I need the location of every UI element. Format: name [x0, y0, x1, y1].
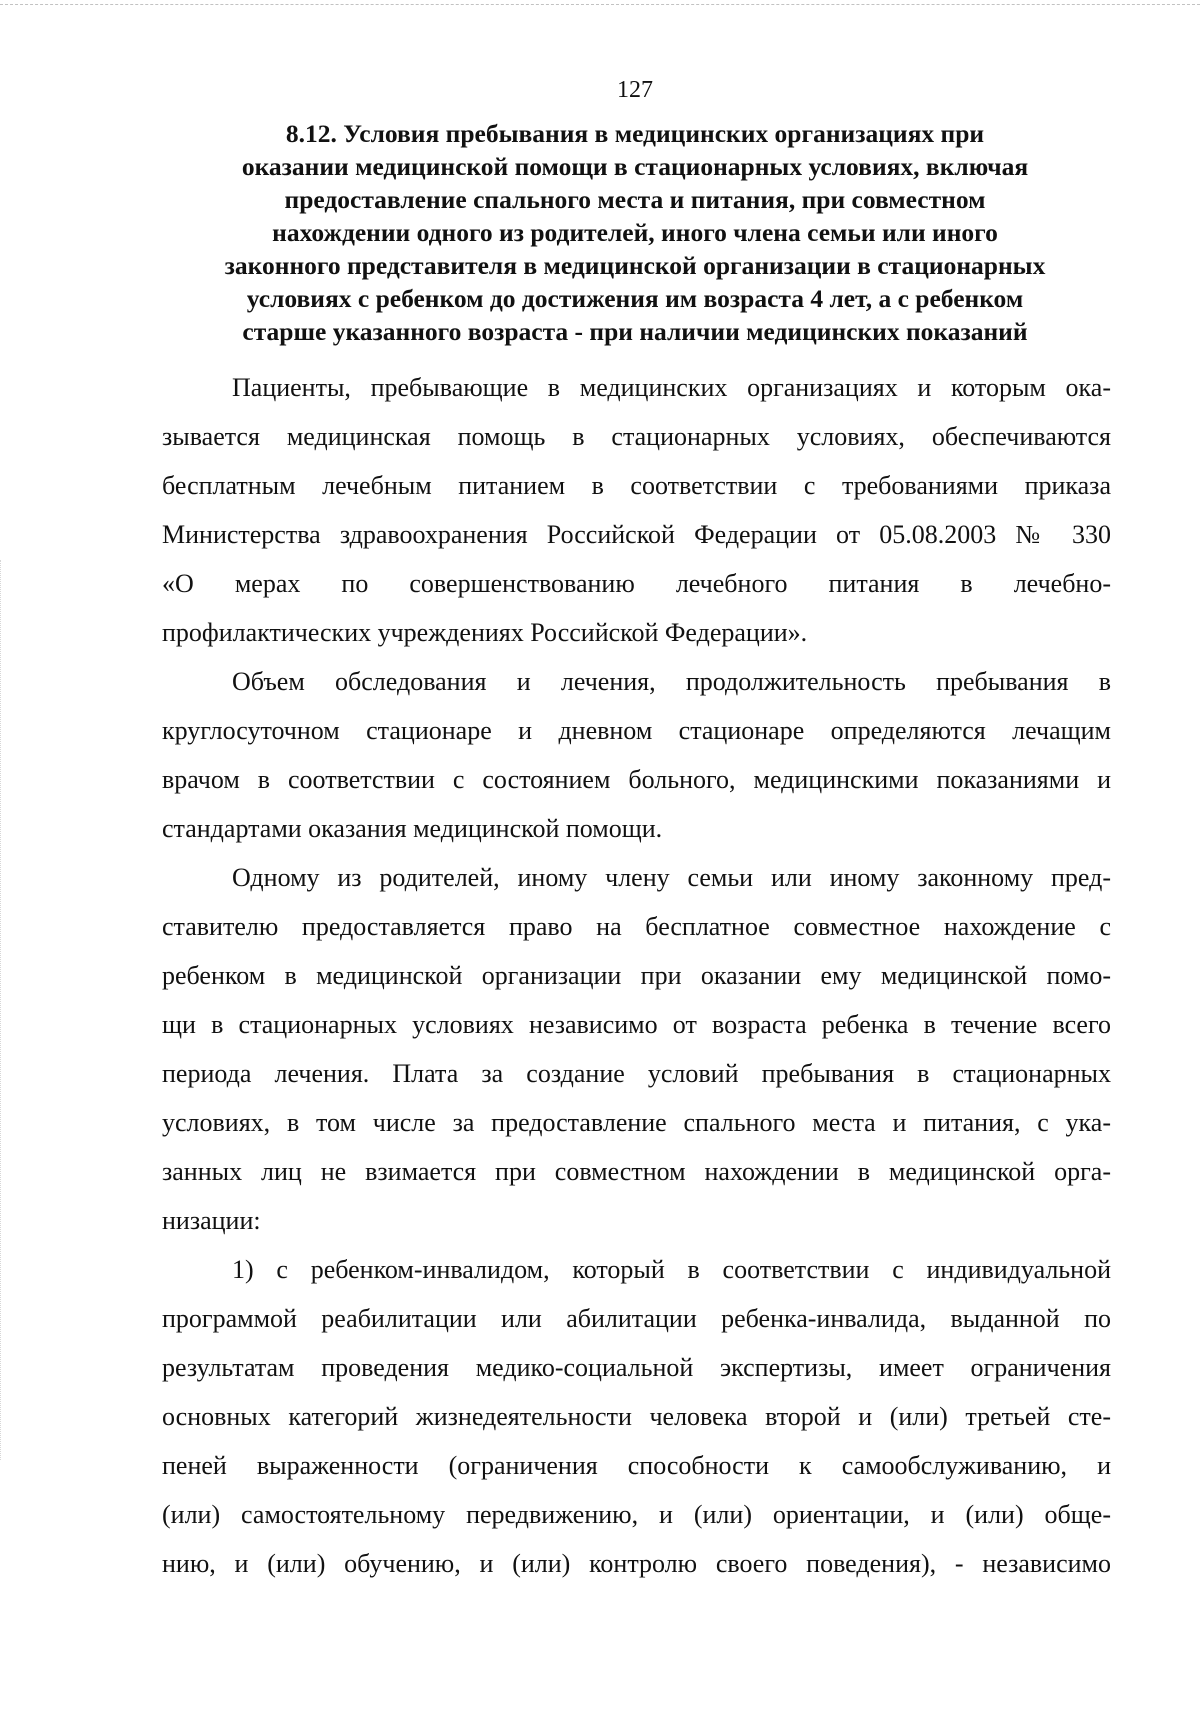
heading-line: 8.12. Условия пребывания в медицинских организациях при	[285, 119, 985, 148]
text-line: Одному из родителей, иному члену семьи или иному законному пред-	[232, 863, 1111, 892]
text-line: ставителю предоставляется право на бесплатное совместное нахождение с	[162, 912, 1111, 941]
text-line: бесплатным лечебным питанием в соответствии с требованиями приказа	[162, 471, 1111, 500]
text-line: пеней выраженности (ограничения способности к самообслуживанию, и	[162, 1451, 1111, 1480]
section-heading	[150, 117, 1120, 348]
text-line: Пациенты, пребывающие в медицинских организациях и которым ока-	[232, 373, 1111, 402]
heading-line: нахождении одного из родителей, иного члена семьи или иного	[272, 218, 998, 247]
text-line: программой реабилитации или абилитации ребенка-инвалида, выданной по	[162, 1304, 1111, 1333]
text-line: стандартами оказания медицинской помощи.	[162, 814, 663, 843]
text-line: нию, и (или) обучению, и (или) контролю своего поведения), - независимо	[162, 1549, 1111, 1578]
text-line: занных лиц не взимается при совместном нахождении в медицинской орга-	[162, 1157, 1111, 1186]
text-line: результатам проведения медико-социальной экспертизы, имеет ограничения	[162, 1353, 1111, 1382]
text-line: периода лечения. Плата за создание условий пребывания в стационарных	[162, 1059, 1111, 1088]
text-line: щи в стационарных условиях независимо от возраста ребенка в течение всего	[162, 1010, 1111, 1039]
scan-edge-line	[0, 4, 1200, 6]
text-line: «О мерах по совершенствованию лечебного питания в лечебно-	[162, 569, 1111, 598]
text-line: зывается медицинская помощь в стационарных условиях, обеспечиваются	[162, 422, 1111, 451]
text-line: 1) с ребенком-инвалидом, который в соответствии с индивидуальной	[232, 1255, 1111, 1284]
text-line: ребенком в медицинской организации при оказании ему медицинской помо-	[162, 961, 1111, 990]
text-line: (или) самостоятельному передвижению, и (или) ориентации, и (или) обще-	[162, 1500, 1111, 1529]
body-text	[162, 363, 1111, 1588]
paragraph-parent-stay	[162, 853, 1111, 1245]
text-line: профилактических учреждениях Российской Федерации».	[162, 618, 808, 647]
heading-line: старше указанного возраста - при наличии медицинских показаний	[242, 317, 1028, 346]
text-line: круглосуточном стационаре и дневном стационаре определяются лечащим	[162, 716, 1111, 745]
paragraph-item-1	[162, 1245, 1111, 1588]
heading-line: предоставление спального места и питания, при совместном	[284, 185, 986, 214]
heading-line: оказании медицинской помощи в стационарных условиях, включая	[241, 152, 1029, 181]
heading-line: условиях с ребенком до достижения им возраста 4 лет, а с ребенком	[246, 284, 1024, 313]
page-number: 127	[617, 77, 653, 103]
text-line: условиях, в том числе за предоставление спального места и питания, с ука-	[162, 1108, 1111, 1137]
paragraph-treatment-scope	[162, 657, 1111, 853]
text-line: основных категорий жизнедеятельности человека второй и (или) третьей сте-	[162, 1402, 1111, 1431]
text-line: Объем обследования и лечения, продолжительность пребывания в	[232, 667, 1111, 696]
text-line: врачом в соответствии с состоянием больного, медицинскими показаниями и	[162, 765, 1111, 794]
text-line: Министерства здравоохранения Российской Федерации от 05.08.2003 № 330	[162, 520, 1111, 549]
paragraph-nutrition	[162, 363, 1111, 657]
scan-margin-marks	[0, 560, 4, 1460]
heading-line: законного представителя в медицинской организации в стационарных	[224, 251, 1046, 280]
text-line: низации:	[162, 1206, 261, 1235]
